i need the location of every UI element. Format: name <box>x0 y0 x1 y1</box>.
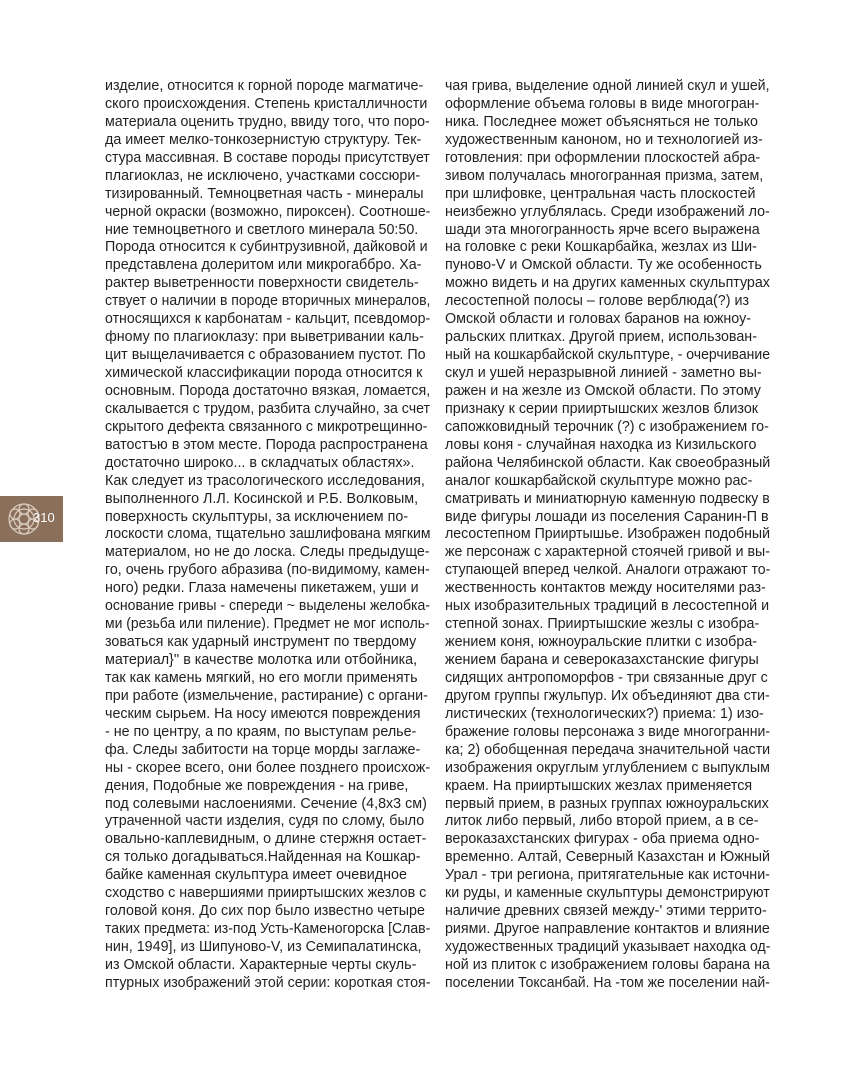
right-column-line: района Челябинской области. Как своеобразный <box>445 454 771 471</box>
left-column-line: дения, Подобные же повреждения - на гриве, <box>105 777 409 794</box>
left-column-line: относящихся к карбонатам - кальцит, псевдомор- <box>105 311 431 328</box>
right-column-line: шади эта многогранность ярче всего выражена <box>445 221 760 238</box>
left-column-line: байке каменная скульптура имеет очевидное <box>105 867 407 884</box>
page-number: 310 <box>33 510 55 525</box>
left-column-line: черной окраски (возможно, пироксен). Соотноше- <box>105 203 431 220</box>
right-column-line: чая грива, выделение одной линией скул и ушей, <box>445 78 770 94</box>
left-column-line: головой коня. До сих пор было известно четыре <box>105 903 425 920</box>
left-column-line: овально-каплевидным, о длине стержня остает- <box>105 831 427 848</box>
right-column-line: Омской области и головах баранов на южноу- <box>445 311 751 328</box>
right-column-line: на головке с реки Кошкарбайка, жезлах из Ши- <box>445 239 757 256</box>
left-text-column <box>105 78 430 993</box>
left-column-line: - не по центру, а по краям, по выступам релье- <box>105 723 417 740</box>
right-column-line: пуново-V и Омской области. Ту же особенность <box>445 257 762 274</box>
left-column-line: зоваться как ударный инструмент по твердому <box>105 634 417 651</box>
right-column-line: неизбежно углублялась. Среди изображений ло- <box>445 203 770 220</box>
left-column-line: представлена долеритом или микрогаббро. Ха- <box>105 257 422 274</box>
left-column-line: лоскости слома, тщательно зашлифована мягким <box>105 526 431 543</box>
left-column-line: из Омской области. Характерные черты скуль- <box>105 956 417 973</box>
right-column-line: литок либо первый, либо второй прием, а в се- <box>445 813 759 830</box>
right-column-line: жественность контактов между носителями раз- <box>445 580 766 597</box>
right-column-line: лесостепной полосы – голове верблюда(?) из <box>445 293 750 310</box>
left-column-line: рактер выветренности поверхности свидетель- <box>105 275 419 292</box>
left-column-line: Как следует из трасологического исследования, <box>105 472 425 489</box>
left-column-line: го, очень грубого абразива (по-видимому, камен- <box>105 562 430 579</box>
left-column-line: под солевыми наслоениями. Сечение (4,8x3 см) <box>105 795 427 812</box>
left-column-line: ного) редки. Глаза намечены пикетажем, уши и <box>105 580 419 597</box>
left-column-line: при работе (измельчение, растирание) с органи- <box>105 687 428 704</box>
right-column-line: аналог кошкарбайской скульптуре можно рас- <box>445 472 753 489</box>
right-column-line: ки руды, и каменные скульптуры демонстрируют <box>445 885 770 902</box>
left-column-line: ми (резьба или пиление). Предмет не мог исполь- <box>105 616 430 633</box>
right-column-line: риями. Другое направление контактов и влияние <box>445 921 770 938</box>
left-column-line: ствует о наличии в породе вторичных минералов, <box>105 293 431 310</box>
right-column-line: виде фигуры лошади из поселения Саранин-П в <box>445 508 769 525</box>
left-column-line: так как камень мягкий, но его могли применять <box>105 669 418 686</box>
right-column-line: ловы коня - случайная находка из Кизильского <box>445 436 757 453</box>
left-column-line: нин, 1949], из Шипуново-V, из Семипалатинска, <box>105 939 422 955</box>
left-column-line: утраченной части изделия, судя по слому, было <box>105 813 425 830</box>
left-column-line: достаточно широко... в складчатых областях». <box>105 454 415 471</box>
right-column-line: лесостепном Прииртышье. Изображен подобный <box>445 526 771 543</box>
right-column-line: листических (технологических?) приема: 1) изо- <box>445 705 764 722</box>
right-column-line: сматривать и миниатюрную каменную подвеску в <box>445 490 770 507</box>
left-column-line: основным. Порода достаточно вязкая, ломается, <box>105 382 431 399</box>
left-column-line: птурных изображений этой серии: короткая стоя- <box>105 974 431 991</box>
left-column-line: поверхность скульптуры, за исключением по- <box>105 508 409 525</box>
right-text-column <box>445 78 770 993</box>
left-column-line: ватостъю в этом месте. Порода распространена <box>105 436 428 453</box>
left-column-line: химической классификации порода относится к <box>105 365 423 381</box>
left-column-line: сходство с навершиями прииртышских жезлов с <box>105 885 427 902</box>
right-column-line: краем. На прииртышских жезлах применяется <box>445 777 753 794</box>
right-column-line: ный на кошкарбайской скульптуре, - очерчивание <box>445 347 771 364</box>
left-column-line: Порода относится к субинтрузивной, дайковой и <box>105 239 428 256</box>
left-column-line: тизированный. Темноцветная часть - минералы <box>105 185 424 202</box>
right-column-line: сапожковидный терочник (?) с изображением го- <box>445 418 769 435</box>
page-number-tab <box>0 496 63 542</box>
left-column-line: ческим сырьем. На носу имеются повреждения <box>105 705 421 722</box>
left-column-line: ние темноцветного и светлого минерала 50:50. <box>105 221 419 238</box>
left-column-line: фа. Следы забитости на торце морды заглаже- <box>105 741 421 758</box>
left-column-line: ся только догадываться.Найденная на Кошкар- <box>105 849 421 866</box>
right-column-line: ка; 2) обобщенная передача значительной части <box>445 741 771 758</box>
right-column-line: жением коня, южноуральские плитки с изобра- <box>445 634 758 651</box>
left-column-line: материал}'' в качестве молотка или отбойника, <box>105 652 418 668</box>
left-column-line: цит выщелачивается с образованием пустот. По <box>105 347 426 364</box>
left-column-line: изделие, относится к горной породе магматиче- <box>105 78 424 94</box>
right-column-line: сидящих антропоморфов - три связанные друг с <box>445 669 768 686</box>
right-column-line: другом группы гжульпур. Их объединяют два сти- <box>445 687 770 704</box>
right-column-line: ника. Последнее может объясняться не только <box>445 113 758 130</box>
right-column-line: ных изобразительных традиций в лесостепной и <box>445 598 770 615</box>
left-column-line: скрытого дефекта связанного с микротрещинно- <box>105 418 428 435</box>
right-column-line: признаку к серии прииртышских жезлов близок <box>445 400 759 417</box>
right-column-line: можно видеть и на других каменных скульптурах <box>445 275 770 292</box>
right-column-line: поселении Токсанбай. На -том же поселении най- <box>445 974 770 991</box>
left-column-line: стура массивная. В составе породы присутствует <box>105 149 430 166</box>
left-column-line: выполненного Л.Л. Косинской и Р.Б. Волковым, <box>105 490 419 507</box>
left-column-line: основание гривы - спереди ~ выделены желобка- <box>105 598 431 615</box>
right-column-line: же персонаж с характерной стоячей гривой и вы- <box>445 544 770 561</box>
right-column-line: временно. Алтай, Северный Казахстан и Южный <box>445 849 770 866</box>
left-column-line: материала оценить трудно, ввиду того, что поро- <box>105 113 430 130</box>
right-column-line: Урал - три региона, притягательные как источни- <box>445 867 770 884</box>
right-column-line: бражение головы персонажа з виде многогранни- <box>445 723 771 740</box>
right-column-line: художественных традиций указывает находка од- <box>445 939 771 955</box>
right-column-line: оформление объема головы в виде многогран- <box>445 95 760 112</box>
right-column-line: вероказахстанских фигурах - оба приема одно- <box>445 831 760 848</box>
right-column-line: наличие древних связей между-' этими террито- <box>445 903 767 920</box>
left-column-line: плагиоклаз, не исключено, участками соссюри- <box>105 167 421 184</box>
right-column-line: изображения округлым углублением с выпуклым <box>445 759 770 776</box>
right-column-line: ральских плитках. Другой прием, использован- <box>445 329 757 346</box>
left-column-line: скалывается с трудом, разбита случайно, за счет <box>105 400 430 417</box>
right-column-line: скул и ушей неразрывной линией - заметно вы- <box>445 365 762 381</box>
right-column-line: художественным каноном, но и технологией из- <box>445 131 763 148</box>
left-column-line: таких предмета: из-под Усть-Каменогорска [Слав- <box>105 921 431 938</box>
left-column-line: ны - скорее всего, они более позднего происхож- <box>105 759 431 776</box>
right-column-line: при шлифовке, центральная часть плоскостей <box>445 185 756 202</box>
right-column-line: ной из плиток с изображением головы барана на <box>445 956 770 973</box>
right-column-line: готовления: при оформлении плоскостей абра- <box>445 149 761 166</box>
left-column-line: материалом, но не до лоска. Следы предыдуще- <box>105 544 430 561</box>
right-column-line: зивом получалась многогранная призма, затем, <box>445 167 764 184</box>
right-column-line: первый прием, в разных группах южноуральских <box>445 795 769 812</box>
left-column-line: да имеет мелко-тонкозернистую структуру. Тек- <box>105 131 422 148</box>
right-column-line: жением барана и североказахстанские фигуры <box>445 652 759 668</box>
left-column-line: ского происхождения. Степень кристалличности <box>105 95 428 112</box>
right-column-line: степной зонах. Прииртышские жезлы с изобра- <box>445 616 760 633</box>
right-column-line: ражен и на жезле из Омской области. По этому <box>445 382 761 399</box>
right-column-line: ступающей вперед челкой. Аналоги отражают то- <box>445 562 771 579</box>
left-column-line: фному по плагиоклазу: при выветривании каль- <box>105 329 424 346</box>
